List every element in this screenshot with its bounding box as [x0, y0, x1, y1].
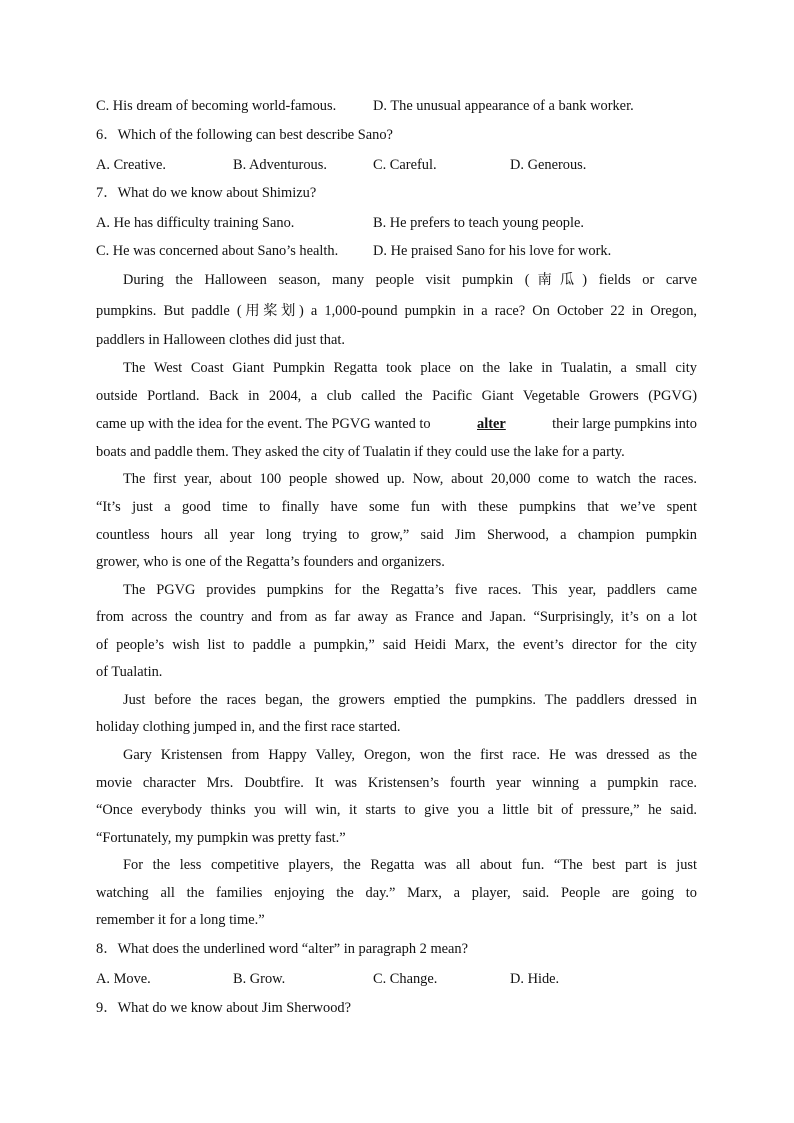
q7-option-c: C. He was concerned about Sano’s health. — [96, 243, 339, 259]
p5-line-2: holiday clothing jumped in, and the first race started. — [96, 719, 401, 735]
p3-line-1: The first year, about 100 people showed up. Now, about 20,000 come to watch the races. — [123, 471, 697, 487]
q9-stem: 9．What do we know about Jim Sherwood? — [96, 1000, 351, 1016]
p2-line-4: boats and paddle them. They asked the city of Tualatin if they could use the lake for a party. — [96, 444, 625, 460]
p7-line-1: For the less competitive players, the Regatta was all about fun. “The best part is just — [123, 857, 697, 873]
q8-option-b: B. Grow. — [233, 971, 286, 987]
q8-option-a: A. Move. — [96, 971, 151, 987]
p2-line-2: outside Portland. Back in 2004, a club called the Pacific Giant Vegetable Growers (PGVG) — [96, 388, 697, 404]
p1-line-2: pumpkins. But paddle (用桨划) a 1,000-pound pumpkin in a race? On October 22 in Oregon, — [96, 303, 697, 319]
q8-option-d: D. Hide. — [510, 971, 560, 987]
q6-option-a: A. Creative. — [96, 157, 166, 173]
q7-option-a: A. He has difficulty training Sano. — [96, 215, 295, 231]
p4-line-2: from across the country and from as far away as France and Japan. “Surprisingly, it’s on a lot — [96, 609, 697, 625]
q8-option-c: C. Change. — [373, 971, 438, 987]
q6-option-b: B. Adventurous. — [233, 157, 327, 173]
q8-stem: 8．What does the underlined word “alter” in paragraph 2 mean? — [96, 941, 469, 957]
underlined-word-alter: alter — [477, 416, 506, 432]
p7-line-3: remember it for a long time.” — [96, 912, 265, 928]
p3-line-4: grower, who is one of the Regatta’s founders and organizers. — [96, 554, 445, 570]
q6-option-d: D. Generous. — [510, 157, 587, 173]
q7-option-b: B. He prefers to teach young people. — [373, 215, 584, 231]
p4-line-1: The PGVG provides pumpkins for the Regatta’s five races. This year, paddlers came — [123, 582, 697, 598]
q5-option-c: C. His dream of becoming world-famous. — [96, 98, 337, 114]
q7-stem: 7．What do we know about Shimizu? — [96, 185, 317, 201]
p2-line-3 — [96, 414, 697, 434]
q6-option-c: C. Careful. — [373, 157, 437, 173]
p2-line-1: The West Coast Giant Pumpkin Regatta took place on the lake in Tualatin, a small city — [123, 360, 697, 376]
p6-line-1: Gary Kristensen from Happy Valley, Oregon, won the first race. He was dressed as the — [123, 747, 697, 763]
p6-line-4: “Fortunately, my pumpkin was pretty fast.” — [96, 830, 346, 846]
p4-line-3: of people’s wish list to paddle a pumpkin,” said Heidi Marx, the event’s director for the city — [96, 637, 697, 653]
p7-line-2: watching all the families enjoying the day.” Marx, a player, said. People are going to — [96, 885, 697, 901]
p3-line-3: countless hours all year long trying to grow,” said Jim Sherwood, a champion pumpkin — [96, 527, 697, 543]
q5-option-d: D. The unusual appearance of a bank worker. — [373, 98, 634, 114]
p2-line-3-before: came up with the idea for the event. The PGVG wanted to — [96, 416, 431, 432]
p6-line-2: movie character Mrs. Doubtfire. It was Kristensen’s fourth year winning a pumpkin race. — [96, 775, 697, 791]
p6-line-3: “Once everybody thinks you will win, it starts to give you a little bit of pressure,” he said. — [96, 802, 697, 818]
p1-line-1: During the Halloween season, many people visit pumpkin (南瓜) fields or carve — [123, 272, 697, 288]
p4-line-4: of Tualatin. — [96, 664, 163, 680]
p5-line-1: Just before the races began, the growers emptied the pumpkins. The paddlers dressed in — [123, 692, 697, 708]
p2-line-3-after: their large pumpkins into — [552, 416, 697, 432]
q6-stem: 6．Which of the following can best describe Sano? — [96, 127, 393, 143]
p1-line-3: paddlers in Halloween clothes did just that. — [96, 332, 345, 348]
q7-option-d: D. He praised Sano for his love for work. — [373, 243, 612, 259]
p3-line-2: “It’s just a good time to finally have some fun with these pumpkins that we’ve spent — [96, 499, 697, 515]
